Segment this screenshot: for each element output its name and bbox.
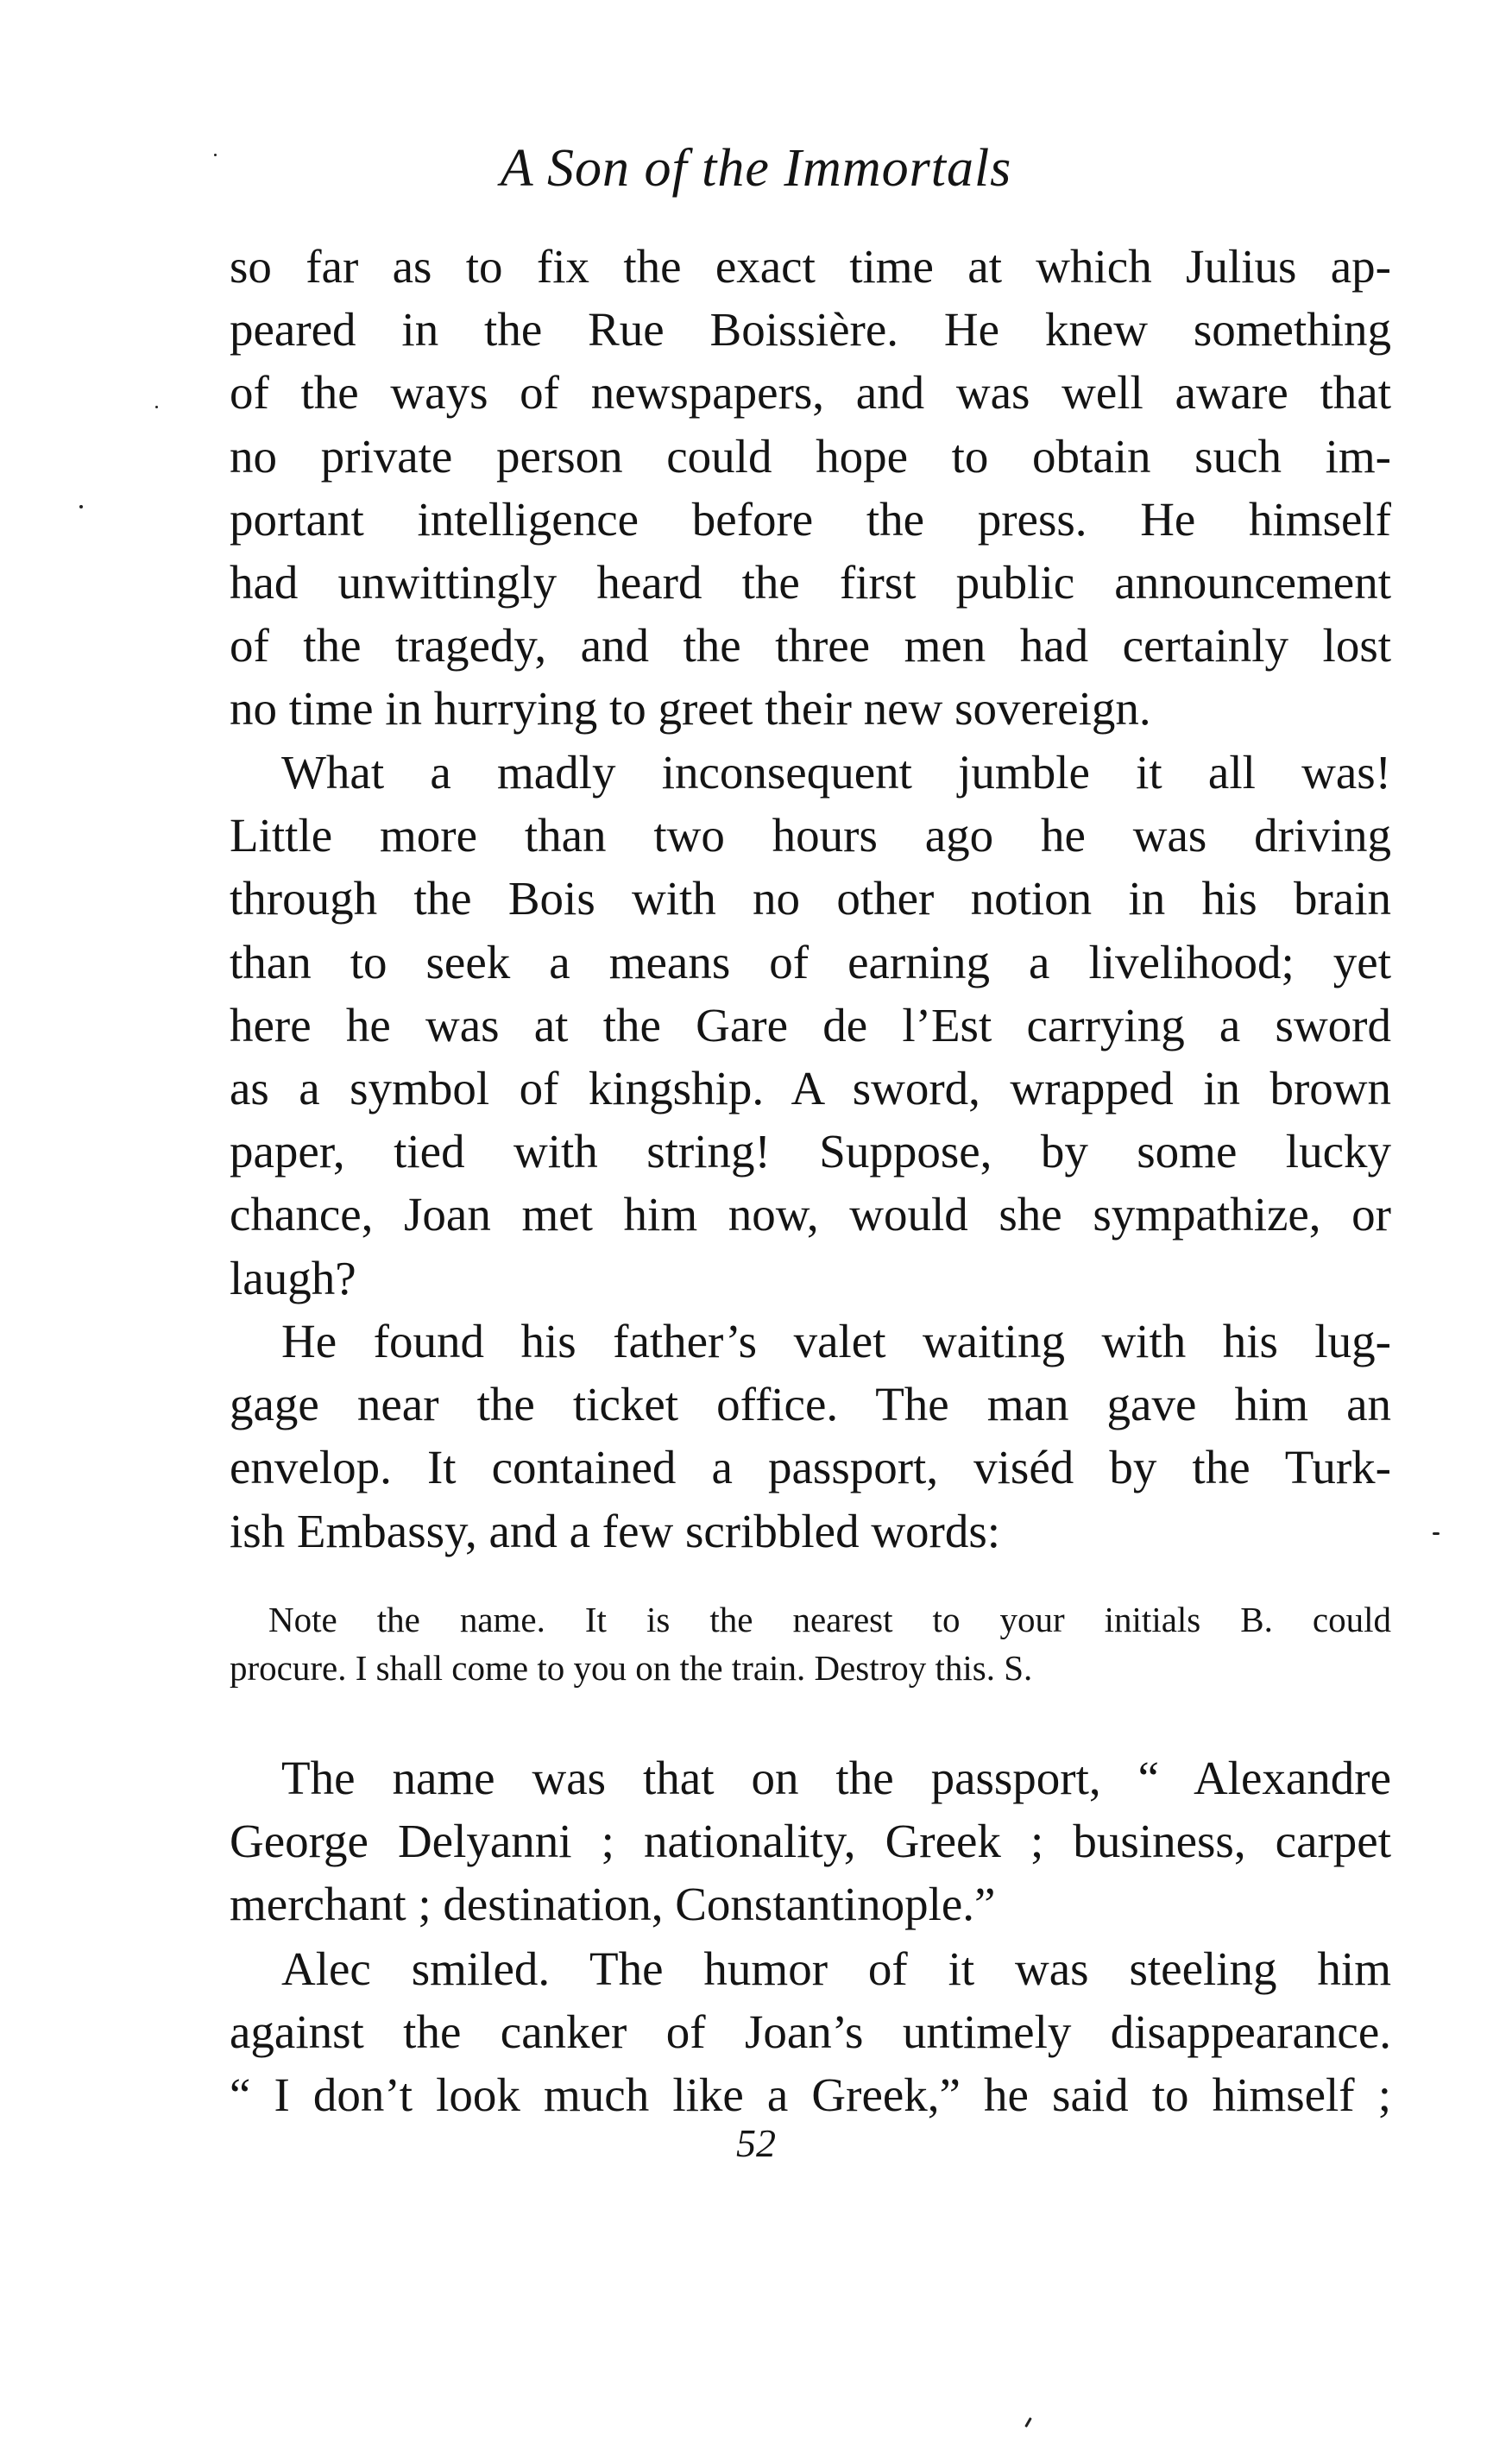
text-line: George Delyanni ; nationality, Greek ; business, carpet [230, 1815, 1391, 1868]
text-line: peared in the Rue Boissière. He knew something [230, 303, 1391, 357]
text-line: He found his father’s valet waiting with his lug- [281, 1315, 1391, 1367]
text-line: portant intelligence before the press. He himself [230, 492, 1391, 546]
text-line: of the tragedy, and the three men had certainly lost [230, 619, 1391, 672]
text-line: paper, tied with string! Suppose, by some lucky [230, 1125, 1391, 1178]
paragraph-valet [230, 1310, 1391, 1563]
paragraph-passport-name [230, 1746, 1391, 1936]
paragraph-jumble [230, 741, 1391, 1310]
text-line: Alec smiled. The humor of it was steeling him [281, 1942, 1391, 1995]
text-line: against the canker of Joan’s untimely disappearance. [230, 2005, 1391, 2059]
text-line: What a madly inconsequent jumble it all was! [281, 746, 1391, 799]
text-line: of the ways of newspapers, and was well aware that [230, 366, 1391, 420]
text-line: envelop. It contained a passport, viséd by the Turk- [230, 1441, 1391, 1494]
scan-speck [155, 406, 158, 408]
text-line: chance, Joan met him now, would she sympathize, or [230, 1188, 1391, 1241]
text-line: had unwittingly heard the first public announcement [230, 555, 1391, 609]
text-line: laugh? [230, 1251, 356, 1304]
text-line: than to seek a means of earning a livelihood; yet [230, 935, 1391, 988]
note-line: Note the name. It is the nearest to your initials B. could [268, 1600, 1391, 1639]
text-line: merchant ; destination, Constantinople.” [230, 1878, 996, 1931]
paragraph-continuation [230, 235, 1391, 741]
text-line: through the Bois with no other notion in his brain [230, 872, 1391, 925]
scan-speck [1433, 1532, 1440, 1535]
quoted-note [230, 1595, 1391, 1692]
text-line: no time in hurrying to greet their new sovereign. [230, 682, 1151, 736]
text-line: “ I don’t look much like a Greek,” he said to himself ; [230, 2068, 1391, 2122]
paragraph-alec-smiled [230, 1937, 1391, 2127]
text-line: gage near the ticket office. The man gave him an [230, 1378, 1391, 1431]
running-head: A Son of the Immortals [500, 139, 1012, 198]
text-line: as a symbol of kingship. A sword, wrapped in brown [230, 1061, 1391, 1114]
text-line: The name was that on the passport, “ Alexandre [281, 1752, 1391, 1804]
text-line: ish Embassy, and a few scribbled words: [230, 1504, 1001, 1557]
scan-speck [214, 154, 217, 156]
text-line: so far as to fix the exact time at which Julius ap- [230, 240, 1391, 293]
text-line: Little more than two hours ago he was driving [230, 809, 1391, 862]
scan-speck [79, 505, 83, 508]
scan-speck [1024, 2417, 1032, 2428]
text-line: no private person could hope to obtain such im- [230, 429, 1391, 483]
page-number: 52 [736, 2121, 776, 2165]
note-line: procure. I shall come to you on the train. Destroy this. S. [230, 1648, 1033, 1688]
text-line: here he was at the Gare de l’Est carrying a sword [230, 998, 1391, 1051]
